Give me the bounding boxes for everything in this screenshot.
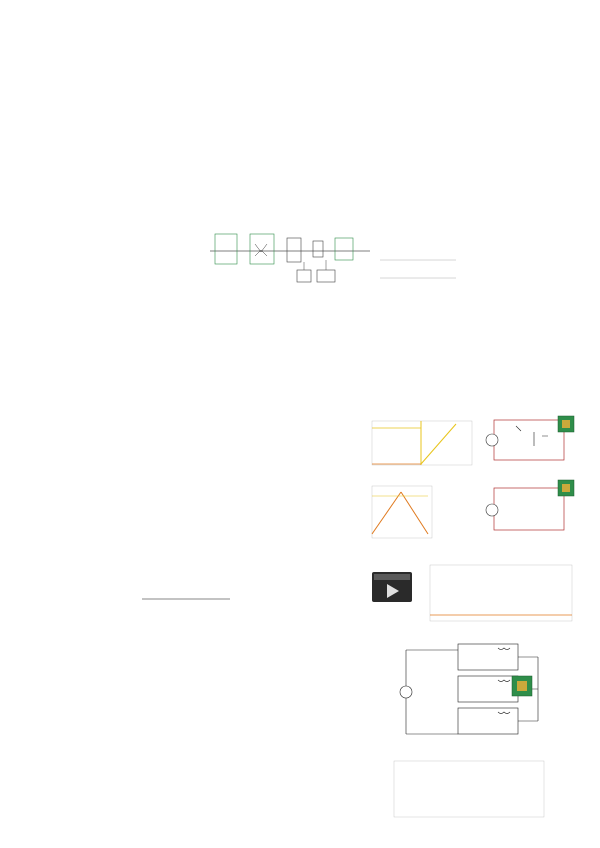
multiphase-circuit-figure: [398, 640, 558, 744]
charge-figure: [366, 412, 576, 470]
vrm-formula: [72, 580, 242, 620]
phase-voltages-figure: [382, 752, 578, 830]
discharge-figure: [366, 476, 576, 542]
smps-block-diagram: [205, 226, 375, 296]
pwm-waveform-figure: [426, 557, 576, 635]
pwm-signal-figure: [378, 246, 458, 282]
section-heading: [92, 318, 120, 329]
video-thumbnail[interactable]: [372, 572, 412, 602]
